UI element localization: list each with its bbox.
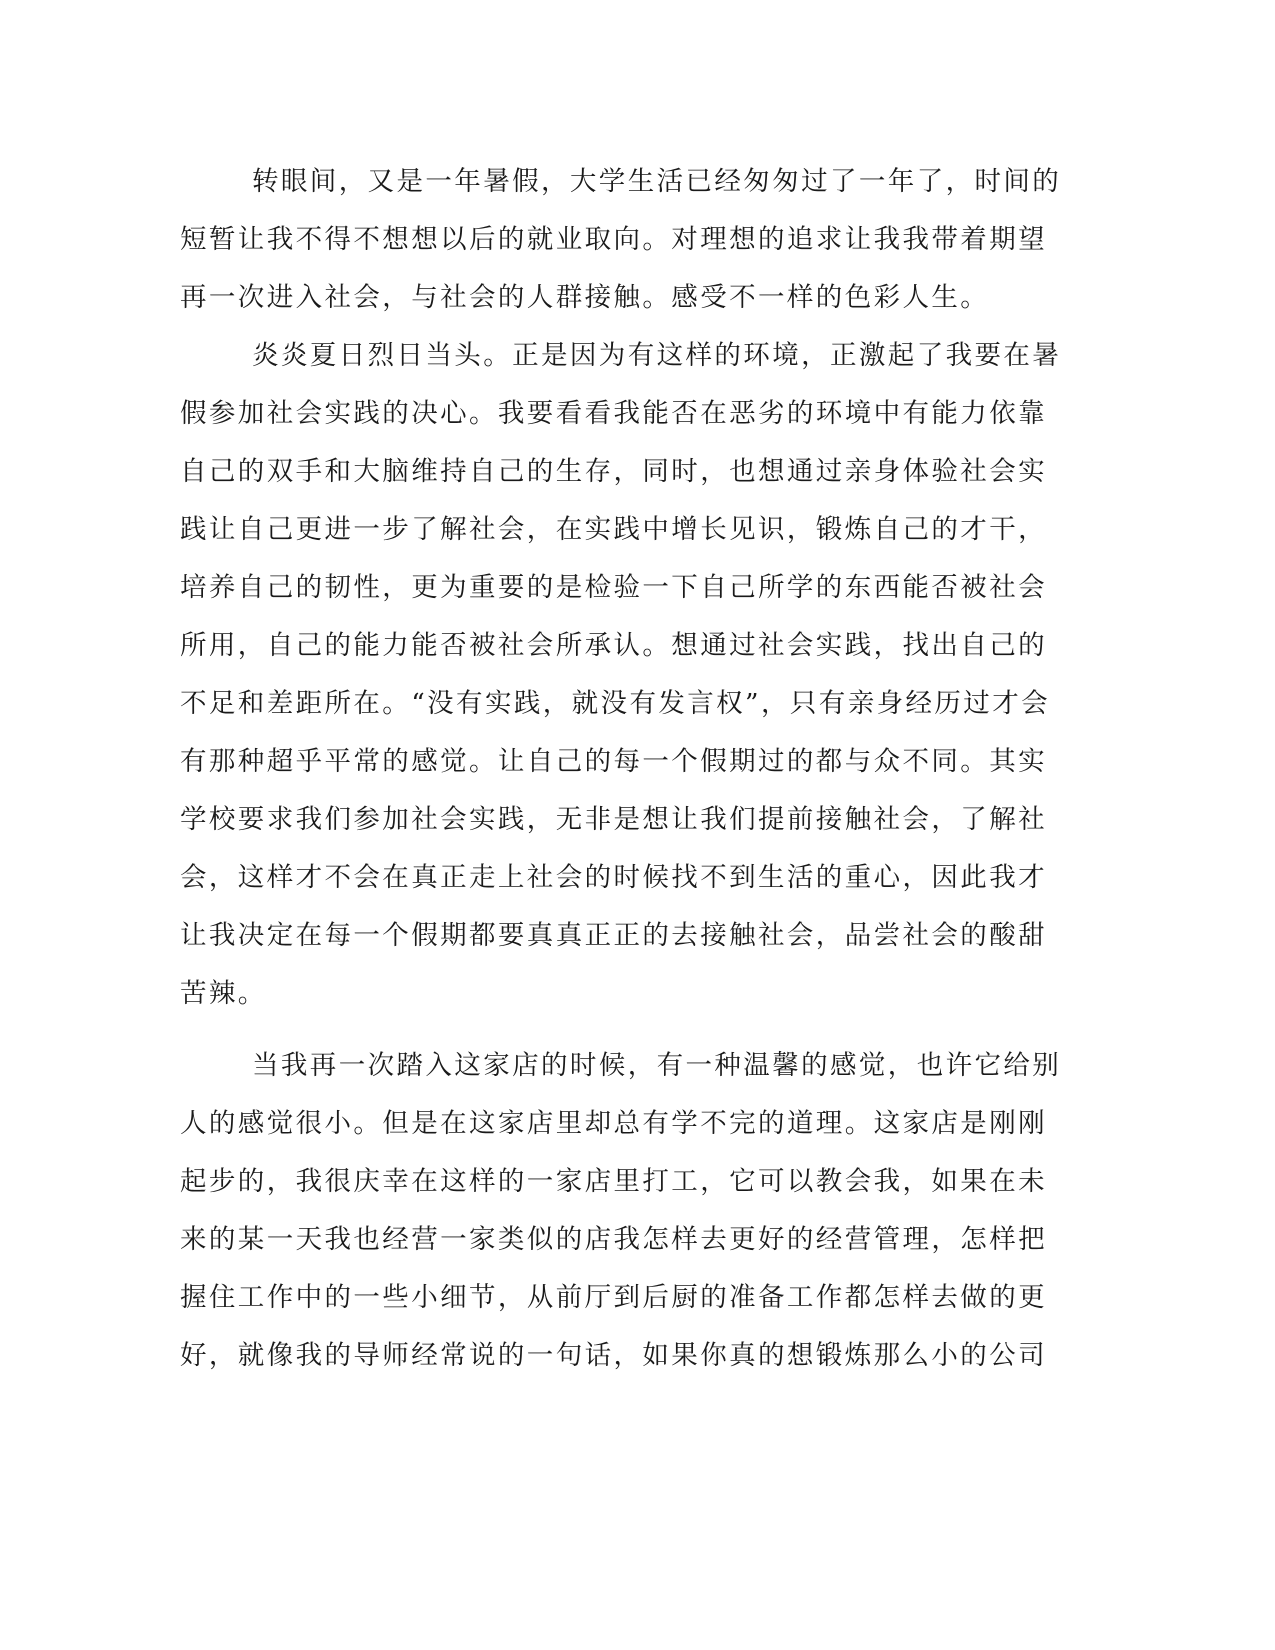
text-line: 苦辣。 bbox=[180, 978, 267, 1009]
text-line: 短暂让我不得不想想以后的就业取向。对理想的追求让我我带着期望 bbox=[180, 224, 1047, 255]
paragraph-3 bbox=[180, 1037, 1060, 1385]
text-line: 会，这样才不会在真正走上社会的时候找不到生活的重心，因此我才 bbox=[180, 862, 1047, 893]
text-line: 假参加社会实践的决心。我要看看我能否在恶劣的环境中有能力依靠 bbox=[180, 398, 1047, 429]
text-line: 人的感觉很小。但是在这家店里却总有学不完的道理。这家店是刚刚 bbox=[180, 1108, 1047, 1139]
text-line: 学校要求我们参加社会实践，无非是想让我们提前接触社会，了解社 bbox=[180, 804, 1047, 835]
text-line: 转眼间，又是一年暑假，大学生活已经匆匆过了一年了，时间的 bbox=[252, 166, 1062, 197]
text-line: 所用，自己的能力能否被社会所承认。想通过社会实践，找出自己的 bbox=[180, 630, 1047, 661]
text-line: 不足和差距所在。“没有实践，就没有发言权”，只有亲身经历过才会 bbox=[180, 688, 1050, 719]
text-line: 起步的，我很庆幸在这样的一家店里打工，它可以教会我，如果在未 bbox=[180, 1166, 1047, 1197]
paragraph-1 bbox=[180, 153, 1060, 327]
text-line: 来的某一天我也经营一家类似的店我怎样去更好的经营管理，怎样把 bbox=[180, 1224, 1047, 1255]
text-line: 当我再一次踏入这家店的时候，有一种温馨的感觉，也许它给别 bbox=[252, 1050, 1062, 1081]
text-line: 炎炎夏日烈日当头。正是因为有这样的环境，正激起了我要在暑 bbox=[252, 340, 1062, 371]
text-line: 好，就像我的导师经常说的一句话，如果你真的想锻炼那么小的公司 bbox=[180, 1340, 1047, 1371]
text-line: 自己的双手和大脑维持自己的生存，同时，也想通过亲身体验社会实 bbox=[180, 456, 1047, 487]
text-line: 有那种超乎平常的感觉。让自己的每一个假期过的都与众不同。其实 bbox=[180, 746, 1047, 777]
text-line: 培养自己的韧性，更为重要的是检验一下自己所学的东西能否被社会 bbox=[180, 572, 1047, 603]
text-line: 再一次进入社会，与社会的人群接触。感受不一样的色彩人生。 bbox=[180, 282, 990, 313]
text-line: 握住工作中的一些小细节，从前厅到后厨的准备工作都怎样去做的更 bbox=[180, 1282, 1047, 1313]
paragraph-2 bbox=[180, 327, 1060, 1023]
text-line: 让我决定在每一个假期都要真真正正的去接触社会，品尝社会的酸甜 bbox=[180, 920, 1047, 951]
text-line: 践让自己更进一步了解社会，在实践中增长见识，锻炼自己的才干， bbox=[180, 514, 1047, 545]
